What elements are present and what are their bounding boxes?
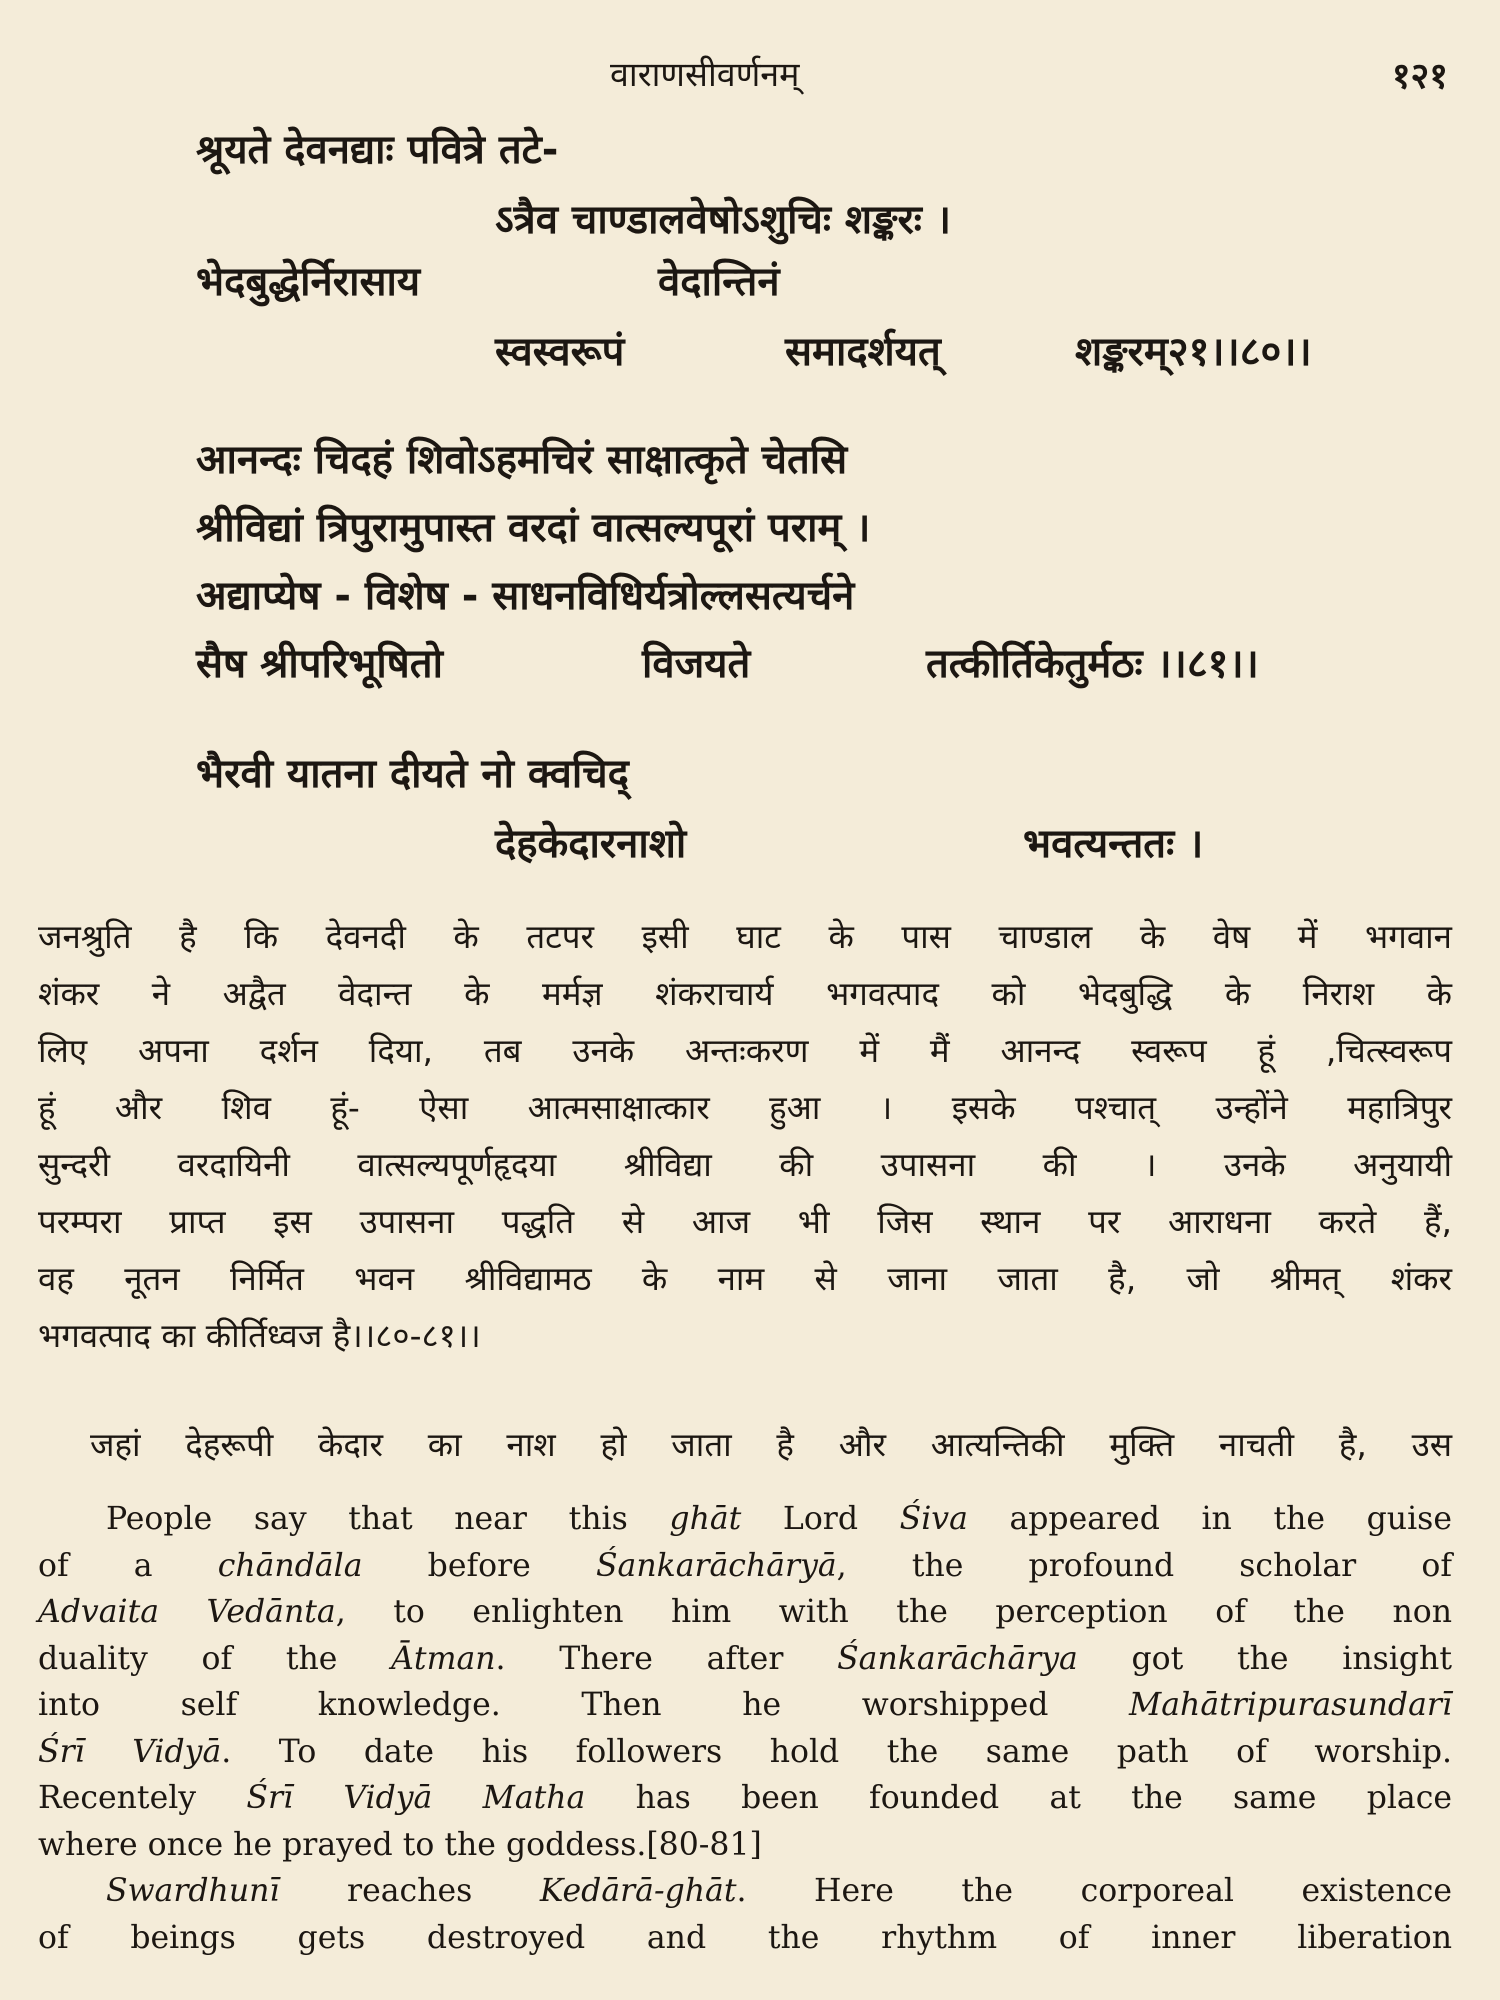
english-line: of a chāndāla before Śankarāchāryā, the profound scholar of [38, 1547, 1453, 1584]
hindi-line: हूं और शिव हूं- ऐसा आत्मसाक्षात्कार हुआ । इसके पश्चात् उन्होंने महात्रिपुर [38, 1088, 1452, 1127]
hindi-line: परम्परा प्राप्त इस उपासना पद्धति से आज भी जिस स्थान पर आराधना करते हैं, [38, 1202, 1452, 1241]
hindi-line: जनश्रुति है कि देवनदी के तटपर इसी घाट के पास चाण्डाल के वेष में भगवान [38, 917, 1452, 956]
header-title: वाराणसीवर्णनम् [610, 55, 800, 95]
book-page: वाराणसीवर्णनम् १२१ श्रूयते देवनद्याः पवित्रे तटे- ऽत्रैव चाण्डालवेषोऽशुचिः शङ्करः । भेदबुद्धेर्निरासाय वेदान्तिनं स्वस्वरूपं समादर्शयत् शङ्करम्२१।।८०।। आनन्दः चिदहं शिवोऽहमचिरं साक्षात्कृते चेतसि श्रीविद्यां त्रिपुरामुपास्त वरदां वात्सल्यपूरां पराम् । अद्याप्येष - विशेष - साधनविधिर्यत्रोल्लसत्यर्चने सैष श्रीपरिभूषितो विजयते तत्कीर्तिकेतुर्मठः ।।८१।। भैरवी यातना दीयते नो क्वचिद् देहकेदारनाशो भवत्यन्ततः । जनश्रुति है कि देवनदी के तटपर इसी घाट के पास चाण्डाल के वेष में भगवान शंकर ने अद्वैत वेदान्त के मर्मज्ञ शंकराचार्य भगवत्पाद को भेदबुद्धि के निराश के लिए अपना दर्शन दिया, तब उनके अन्तःकरण में मैं आनन्द स्वरूप हूं ,चित्स्वरूप हूं और शिव हूं- ऐसा आत्मसाक्षात्कार हुआ । इसके पश्चात् उन्होंने महात्रिपुर सुन्दरी वरदायिनी वात्सल्यपूर्णहृदया श्रीविद्या की उपासना की । उनके अनुयायी परम्परा प्राप्त इस उपासना पद्धति से आज भी जिस स्थान पर आराधना करते हैं, वह नूतन निर्मित भवन श्रीविद्यामठ के नाम से जाना जाता है, जो श्रीमत् शंकर भगवत्पाद का कीर्तिध्वज है।।८०-८१।। जहां देहरूपी केदार का नाश हो जाता है और आत्यन्तिकी मुक्ति नाचती है, उस People say that near this ghāt Lord Śiva appeared in the guise of a chāndāla before Śankarāchāryā, the profound scholar of Advaita Vedānta, to enlighten him with the perception of the non duality of the Ātman. There after Śankarāchārya got the insight into self knowledge. Then he worshipped Mahātripurasundarī Śrī Vidyā. To date his followers hold the same path of worship. Recentely Śrī Vidyā Matha has been founded at the same place where once he prayed to the goddess.[80-81] Swardhunī reaches Kedārā-ghāt. Here the corporeal existence of beings gets destroyed and the rhythm of inner liberation [0, 0, 1500, 2000]
english-line: into self knowledge. Then he worshipped Mahātripurasundarī [38, 1687, 1452, 1723]
english-line: of beings gets destroyed and the rhythm of inner liberation [38, 1919, 1452, 1956]
english-line: Śrī Vidyā. To date his followers hold the same path of worship. [38, 1733, 1453, 1770]
english-line: where once he prayed to the goddess.[80-81] [38, 1826, 762, 1863]
hindi-paragraph-2: जहां देहरूपी केदार का नाश हो जाता है और आत्यन्तिकी मुक्ति नाचती है, उस [90, 1425, 1452, 1464]
page-number: १२१ [1391, 56, 1448, 97]
english-line: Swardhunī reaches Kedārā-ghāt. Here the corporeal existence [106, 1873, 1452, 1909]
english-line: Advaita Vedānta, to enlighten him with the perception of the non [38, 1594, 1453, 1630]
hindi-line: भगवत्पाद का कीर्तिध्वज है।।८०-८१।। [38, 1316, 481, 1355]
hindi-line: लिए अपना दर्शन दिया, तब उनके अन्तःकरण में मैं आनन्द स्वरूप हूं ,चित्स्वरूप [38, 1031, 1452, 1070]
english-translation [38, 1496, 1452, 1961]
english-line: Recentely Śrī Vidyā Matha has been founded at the same place [38, 1780, 1452, 1816]
hindi-line: शंकर ने अद्वैत वेदान्त के मर्मज्ञ शंकराचार्य भगवत्पाद को भेदबुद्धि के निराश के [38, 974, 1452, 1013]
english-line: duality of the Ātman. There after Śankarāchārya got the insight [38, 1640, 1452, 1677]
english-line: People say that near this ghāt Lord Śiva appeared in the guise [106, 1501, 1452, 1537]
hindi-line: सुन्दरी वरदायिनी वात्सल्यपूर्णहृदया श्रीविद्या की उपासना की । उनके अनुयायी [38, 1145, 1452, 1184]
hindi-line: वह नूतन निर्मित भवन श्रीविद्यामठ के नाम से जाना जाता है, जो श्रीमत् शंकर [38, 1259, 1452, 1298]
running-header [0, 50, 1500, 100]
hindi-commentary [38, 908, 1452, 1364]
